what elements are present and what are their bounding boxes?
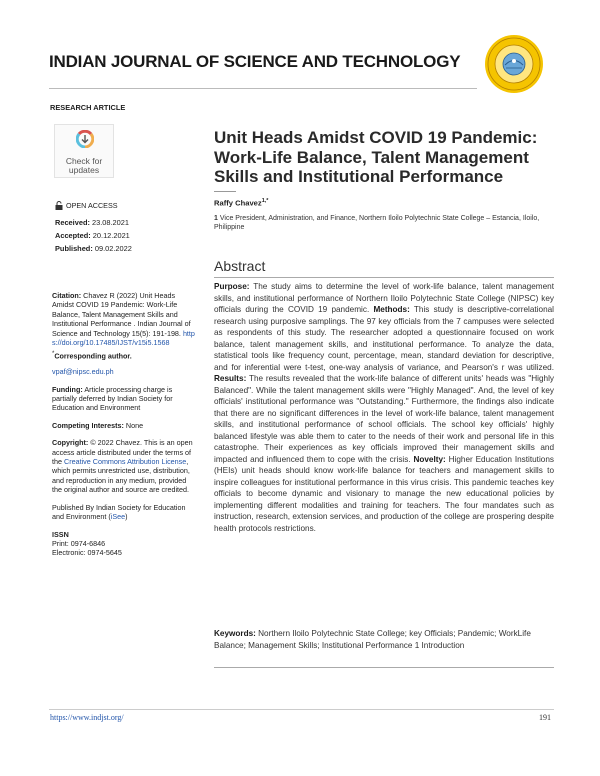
abstract-heading: Abstract [214,258,266,274]
keywords-text: Northern Iloilo Polytechnic State College; key Officials; Pandemic; WorkLife Balance; Management Skills; Institutional Performance 1 Introduction [214,629,531,650]
abstract-body [214,281,554,534]
citation-doi-link[interactable]: https://doi.org/10.17485/IJST/v15i5.1568 [52,328,195,348]
check-for-updates-badge[interactable] [54,124,114,178]
author [214,198,268,208]
novelty-text: Higher Education Institutions (HEIs) unit heads should know work-life balance for teachers and management skills to inspire colleagues for institutional performance in this virus crisis. This pandemic teaches key officials to become dynamic and visionary to manage the new educational policies by implementing different modalities and training for teachers. The four mandates such as instruction, research, extension services, and production of the college are prospering despite health protocols restrictions. [214,454,554,533]
email-text[interactable]: vpaf@nipsc.edu.ph [52,367,114,377]
methods-text: This study is descriptive-correlational research using purposive samplings. The 97 key officials from the 7 campuses were selected as respondents of this study. The researcher adopted a questionnaire focused on work balance, talent management skills, and institutional performance. To analyze the data, statistical tools like frequency count, percentage, mean, standard deviation for descriptive, and for inferential were t-test, one-way analysis of variance, and Pearson's r was utilized. [214,305,554,372]
corresponding-author [52,350,197,361]
copyright-label: Copyright: [52,438,89,448]
corr-mark: * [52,351,55,358]
page-number: 191 [539,713,551,722]
copyright [52,438,197,494]
competing-text: None [125,420,144,430]
competing-label: Competing Interests: [52,420,124,430]
publisher-text-a: Published By Indian Society for Education and Environment ( [52,502,186,522]
novelty-label: Novelty: [413,454,446,464]
published-label: Published: [55,244,93,253]
abstract-rule [214,277,554,278]
accepted-value: 20.12.2021 [92,231,130,240]
keywords-label: Keywords: [214,629,256,638]
email-link[interactable] [52,367,197,376]
keywords-rule [214,667,554,668]
footer-rule [49,709,554,710]
open-lock-icon [55,201,63,210]
open-access [55,201,118,210]
affiliation-text: Vice President, Administration, and Finance, Northern Iloilo Polytechnic State College – Estancia, Iloilo, Philippine [214,215,540,231]
issn-electronic: Electronic: 0974-5645 [52,548,122,558]
check-updates-icon [76,130,94,148]
purpose-text: The study aims to determine the level of work-life balance, talent management skills, and institutional performance of Northern Iloilo Polytechnic State College (NIPSC) key officials during the COVID 19 pandemic. [214,282,554,314]
article-type: RESEARCH ARTICLE [50,103,126,112]
results-text: The results revealed that the work-life balance of different units' heads was "Highly Balanced". While the talent management skills were "Highly Managed". And, the level of key officials' institutional performance was "Outstanding." Furthermore, the findings also indicate that there are no significant differences in the level of work-life balance, talent management skills, and institutional performance of school officials. The school key officials' highly balanced lifestyle was able them to cater to the needs of their work and personal life in this catastrophe. Their experiences as key officials improved their management skills and impacted and influenced them to cope with the crisis. [214,374,554,464]
sidebar-info [52,291,197,558]
results-label: Results: [214,374,247,383]
title-rule [214,191,236,192]
isee-link[interactable]: iSee [110,512,126,522]
purpose-label: Purpose: [214,282,250,291]
accepted-date [55,231,130,240]
published-value: 09.02.2022 [94,244,132,253]
issn-label: ISSN [52,529,69,539]
received-label: Received: [55,218,90,227]
published-date [55,244,132,253]
affiliation-number: 1 [214,215,218,222]
check-updates-label: Check for updates [65,156,103,175]
journal-title: INDIAN JOURNAL OF SCIENCE AND TECHNOLOGY [49,52,461,71]
footer-url-link[interactable]: https://www.indjst.org/ [50,713,124,722]
author-name: Raffy Chavez [214,198,262,208]
methods-label: Methods: [373,305,410,314]
received-date [55,218,129,227]
license-link[interactable]: Creative Commons Attribution License [64,457,187,467]
open-access-label: OPEN ACCESS [66,201,118,210]
citation [52,291,197,347]
copyright-text-b: , which permits unrestricted use, distribution, and reproduction in any medium, provided the original author and source are credited. [52,457,190,495]
citation-text: Chavez R (2022) Unit Heads Amidst COVID 19 Pandemic: Work-Life Balance, Talent Management Skills and Institutional Performance . Indian Journal of Science and Technology 15(5): 191-198. [52,291,191,338]
funding-label: Funding: [52,384,83,394]
publisher [52,503,197,522]
citation-label: Citation: [52,291,82,300]
received-value: 23.08.2021 [91,218,129,227]
journal-logo-icon [484,34,544,94]
issn [52,530,197,558]
funding-text: Article processing charge is partially deferred by Indian Society for Education and Environment [52,384,173,413]
accepted-label: Accepted: [55,231,91,240]
funding [52,385,197,413]
author-mark: 1,* [261,198,269,204]
article-title: Unit Heads Amidst COVID 19 Pandemic: Work-Life Balance, Talent Management Skills and Institutional Performance [214,128,538,186]
copyright-text-a: © 2022 Chavez. This is an open access article distributed under the terms of the [52,438,193,467]
issn-print: Print: 0974-6846 [52,538,106,548]
keywords [214,628,554,651]
competing-interests [52,421,197,430]
corr-label: Corresponding author. [54,351,132,361]
header-rule [49,88,477,89]
publisher-text-b: ) [125,512,128,522]
affiliation [214,214,554,232]
